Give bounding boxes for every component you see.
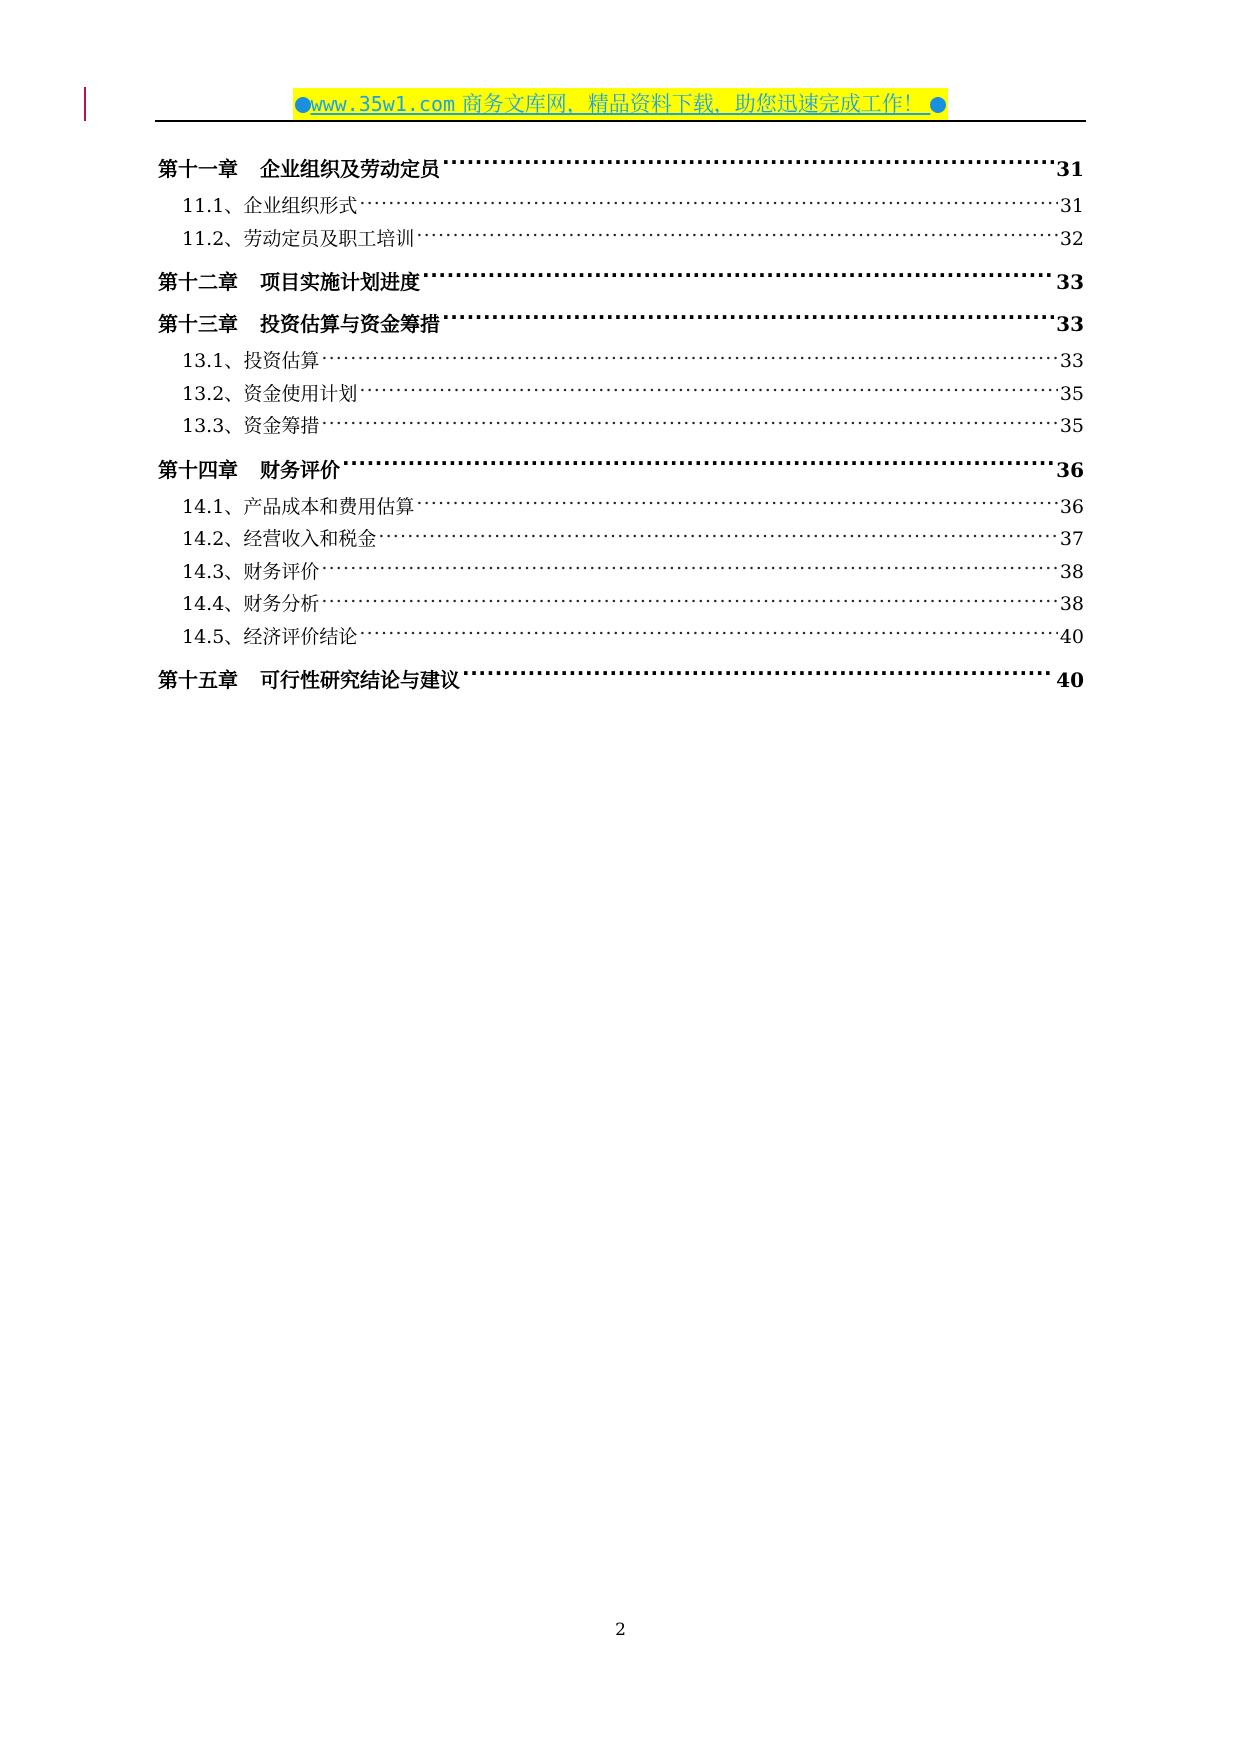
toc-entry-page: 33	[1056, 270, 1084, 294]
toc-entry-title: 经营收入和税金	[243, 528, 377, 550]
blue-dot-icon	[295, 97, 311, 113]
toc-dot-leader	[378, 526, 1057, 545]
toc-entry-title: 产品成本和费用估算	[243, 495, 415, 518]
toc-dot-leader	[416, 226, 1057, 245]
page-number: 2	[615, 1620, 626, 1640]
toc-entry-number: 13.3、	[182, 415, 244, 437]
toc-dot-leader	[442, 156, 1054, 176]
toc-entry-number: 第十四章	[158, 457, 238, 482]
toc-section-entry[interactable]	[158, 345, 1084, 378]
toc-entry-page: 38	[1059, 593, 1084, 615]
toc-section-entry[interactable]	[158, 190, 1084, 223]
toc-entry-page: 35	[1059, 382, 1084, 405]
toc-entry-title: 投资估算	[243, 350, 320, 372]
toc-entry-title: 企业组织形式	[243, 195, 358, 217]
blue-dot-icon	[930, 97, 946, 113]
toc-entry-title: 可行性研究结论与建议	[260, 668, 460, 692]
toc-section-entry[interactable]	[158, 491, 1084, 524]
toc-entry-title: 经济评价结论	[243, 625, 358, 648]
toc-entry-title: 资金使用计划	[243, 382, 358, 405]
toc-dot-leader	[359, 624, 1057, 643]
toc-entry-page: 33	[1056, 312, 1084, 336]
toc-entry-number: 14.5、	[182, 625, 244, 648]
toc-chapter-entry[interactable]	[158, 303, 1084, 345]
toc-entry-page: 33	[1059, 350, 1084, 372]
toc-dot-leader	[416, 494, 1057, 513]
toc-dot-leader	[359, 381, 1057, 400]
toc-entry-title: 项目实施计划进度	[260, 270, 420, 294]
toc-chapter-entry[interactable]	[158, 261, 1084, 303]
header-divider	[155, 120, 1086, 122]
header-slogan: 商务文库网，精品资料下载，助您迅速完成工作！	[455, 92, 931, 116]
toc-section-entry[interactable]	[158, 621, 1084, 654]
toc-chapter-entry[interactable]	[158, 659, 1084, 701]
toc-dot-leader	[321, 591, 1057, 610]
toc-entry-number: 第十三章	[158, 312, 238, 336]
toc-entry-page: 40	[1059, 625, 1084, 648]
toc-entry-number: 14.1、	[182, 495, 244, 518]
toc-entry-number: 14.4、	[182, 593, 244, 615]
toc-entry-page: 36	[1059, 495, 1084, 518]
toc-section-entry[interactable]	[158, 223, 1084, 256]
toc-entry-title: 资金筹措	[243, 415, 320, 437]
toc-entry-title: 财务评价	[243, 560, 320, 583]
toc-dot-leader	[422, 269, 1054, 289]
toc-entry-number: 11.2、	[182, 227, 244, 250]
toc-entry-title: 企业组织及劳动定员	[260, 157, 440, 181]
header-url-link[interactable]: www.35w1.com	[310, 92, 456, 116]
toc-entry-title: 劳动定员及职工培训	[243, 227, 415, 250]
toc-dot-leader	[342, 457, 1054, 477]
toc-entry-page: 31	[1056, 157, 1084, 181]
toc-entry-number: 11.1、	[182, 195, 244, 217]
toc-entry-number: 14.3、	[182, 560, 244, 583]
toc-dot-leader	[442, 311, 1054, 331]
table-of-contents	[158, 148, 1084, 701]
toc-entry-title: 财务分析	[243, 593, 320, 615]
toc-section-entry[interactable]	[158, 588, 1084, 621]
toc-entry-number: 第十一章	[158, 157, 238, 181]
toc-section-entry[interactable]	[158, 378, 1084, 411]
toc-section-entry[interactable]	[158, 410, 1084, 443]
toc-section-entry[interactable]	[158, 556, 1084, 589]
toc-dot-leader	[462, 667, 1054, 687]
header-banner[interactable]	[293, 88, 949, 120]
toc-entry-page: 36	[1056, 457, 1084, 482]
toc-dot-leader	[321, 559, 1057, 578]
toc-dot-leader	[321, 348, 1057, 367]
toc-entry-number: 第十二章	[158, 270, 238, 294]
toc-entry-number: 14.2、	[182, 528, 244, 550]
toc-section-entry[interactable]	[158, 523, 1084, 556]
toc-dot-leader	[359, 193, 1057, 212]
page-header	[155, 88, 1086, 122]
toc-dot-leader	[321, 413, 1057, 432]
toc-entry-page: 37	[1059, 528, 1084, 550]
toc-entry-page: 38	[1059, 560, 1084, 583]
toc-entry-page: 35	[1059, 415, 1084, 437]
toc-entry-title: 投资估算与资金筹措	[260, 312, 440, 336]
toc-entry-number: 13.2、	[182, 382, 244, 405]
toc-entry-page: 32	[1059, 227, 1084, 250]
toc-chapter-entry[interactable]	[158, 148, 1084, 190]
toc-entry-title: 财务评价	[260, 457, 340, 482]
margin-revision-mark	[84, 87, 86, 121]
toc-entry-page: 31	[1059, 195, 1084, 217]
toc-entry-number: 第十五章	[158, 668, 238, 692]
toc-entry-page: 40	[1056, 668, 1084, 692]
toc-entry-number: 13.1、	[182, 350, 244, 372]
toc-chapter-entry[interactable]	[158, 449, 1084, 491]
